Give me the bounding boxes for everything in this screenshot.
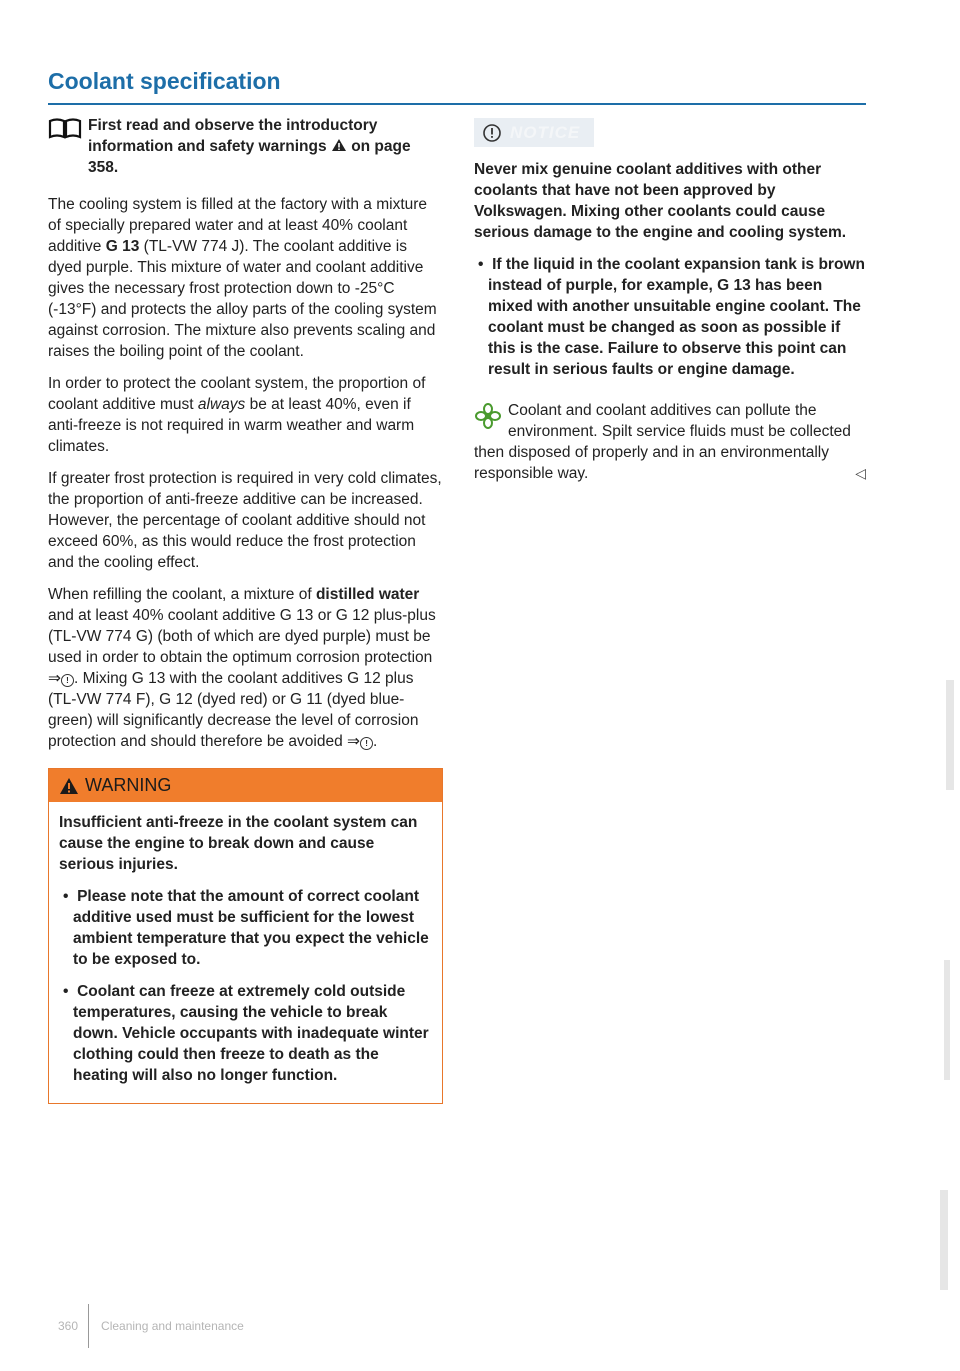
notice-lead: Never mix genuine coolant additives with other coolants that have not been approved by Volkswagen. Mixing other coolants could cause serious damage to the engine and cooling system. (474, 161, 847, 241)
warning-triangle-icon (59, 777, 79, 795)
notice-bullet: • If the liquid in the coolant expansion tank is brown instead of purple, for example, G 13 has been mixed with another unsuitable engine coolant. The coolant must be changed as soon as possible if this is the case. Failure to observe this point can result in serious faults or engine damage. (478, 256, 865, 378)
footer-divider (88, 1304, 89, 1348)
scan-edge-mark (946, 680, 954, 790)
warning-body (49, 802, 442, 1103)
open-book-icon (48, 117, 82, 139)
paragraph-refilling: When refilling the coolant, a mixture of distilled water and at least 40% coolant additive G 13 or G 12 plus-plus (TL-VW 774 G) (both of which are dyed purple) must be used in order to obtain the optimum corrosion protection ⇒ ! . Mixing G 13 with the coolant additives G 12 plus (TL-VW 774 F), G 12 (dyed red) or G 11 (dyed blue-green) will significantly decrease the level of corrosion protection and should therefore be avoided ⇒ ! . (48, 586, 436, 750)
scan-edge-mark (944, 960, 950, 1080)
paragraph-frost-protection: If greater frost protection is required in very cold climates, the proportion of anti-freeze additive can be increased. However, the percentage of coolant additive should not exceed 60%, as this would reduce the frost protection and the cooling effect. (48, 470, 442, 571)
paragraph-proportion: In order to protect the coolant system, the proportion of coolant additive must always be at least 40%, even if anti-freeze is not required in warm weather and warm climates. (48, 375, 426, 455)
notice-circle-icon: ! (360, 737, 373, 750)
notice-reference-link[interactable]: ⇒ ! (347, 733, 373, 750)
warning-triangle-icon (331, 138, 347, 152)
page-title: Coolant specification (48, 68, 866, 105)
warning-bullet: • Coolant can freeze at extremely cold outside temperatures, causing the vehicle to break down. Vehicle occupants with inadequate winter clothing could then freeze to death as the heating will also no longer function. (63, 983, 429, 1084)
footer-section: Cleaning and maintenance (101, 1319, 244, 1333)
scan-edge-mark (940, 1190, 948, 1290)
page-number: 360 (58, 1319, 79, 1333)
warning-header (49, 769, 442, 802)
right-column (474, 118, 866, 484)
intro-note (48, 115, 443, 178)
left-column (48, 115, 443, 1104)
notice-circle-icon (482, 123, 502, 143)
flower-environment-icon (474, 402, 502, 430)
intro-text: First read and observe the introductory information and safety warnings on page 358. (88, 117, 411, 176)
paragraph-factory-fill: The cooling system is filled at the factory with a mixture of specially prepared water and at least 40% coolant additive G 13 (TL-VW 774 J). The coolant additive is dyed purple. This mixture of water and coolant additive gives the necessary frost protection down to -25°C (-13°F) and protects the alloy parts of the cooling system against corrosion. The mixture also prevents scaling and raises the boiling point of the coolant. (48, 196, 437, 360)
page-footer (58, 1304, 244, 1348)
notice-header (474, 118, 594, 147)
warning-box (48, 768, 443, 1104)
notice-title: NOTICE (510, 123, 581, 142)
notice-body (474, 159, 866, 380)
end-of-section-icon: ◁ (855, 465, 866, 481)
notice-reference-link[interactable]: ⇒ ! (48, 670, 74, 687)
warning-title: WARNING (85, 775, 172, 795)
environment-note: Coolant and coolant additives can pollute the environment. Spilt service fluids must be collected then disposed of properly and in an environmentally responsible way. ◁ (474, 402, 866, 482)
warning-lead: Insufficient anti-freeze in the coolant system can cause the engine to break down and cause serious injuries. (59, 814, 418, 873)
warning-bullet: • Please note that the amount of correct coolant additive used must be sufficient for the lowest ambient temperature that you expect the vehicle to be exposed to. (63, 888, 429, 968)
notice-circle-icon: ! (61, 674, 74, 687)
